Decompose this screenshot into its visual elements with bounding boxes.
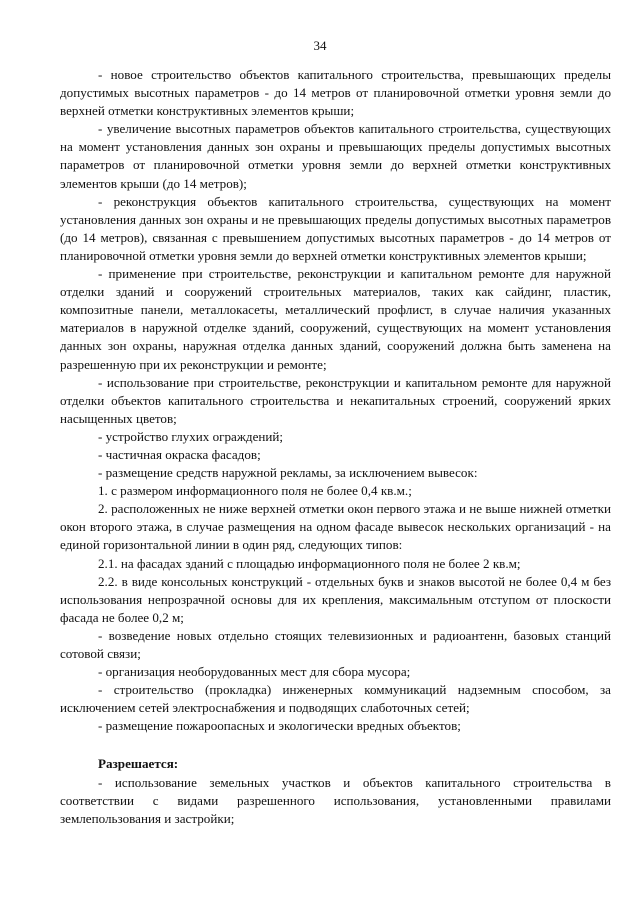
- section-heading-allowed: Разрешается:: [98, 756, 179, 772]
- list-item-2-2: 2.2. в виде консольных конструкций - отдельных букв и знаков высотой не более 0,4 м без использования непрозрачной основы для их крепления, максимальным отступом от плоскости фасада не более 0,2 м;: [60, 573, 611, 625]
- paragraph-permitted-use: - использование земельных участков и объектов капитального строительства в соответствии с видами разрешенного использования, установленными правилами землепользования и застройки;: [60, 774, 611, 826]
- paragraph-finishing-materials: - применение при строительстве, реконструкции и капитальном ремонте для наружной отделки зданий и сооружений строительных материалов, таких как сайдинг, пластик, композитные панели, металлокасеты, металлический профлист, в случае наличия указанных материалов в наружной отделке зданий, сооружений, существующих на момент установления данных зон охраны, наружная отделка данных зданий, сооружений должна быть заменена на разрешенную при их реконструкции и ремонте;: [60, 266, 611, 372]
- document-body: [60, 66, 611, 828]
- list-item-2: 2. расположенных не ниже верхней отметки окон первого этажа и не выше нижней отметки окон второго этажа, в случае размещения на одном фасаде вывесок нескольких организаций - на единой горизонтальной линии в один ряд, следующих типов:: [60, 501, 611, 553]
- paragraph-reconstruction: - реконструкция объектов капитального строительства, существующих на момент установления данных зон охраны и не превышающих пределы допустимых высотных параметров (до 14 метров), связанная с превышением допустимых высотных параметров - до 14 метров от планировочной отметки уровня земли до верхней отметки конструктивных элементов крыши;: [60, 193, 611, 263]
- paragraph-solid-fences: - устройство глухих ограждений;: [98, 428, 284, 444]
- paragraph-antennas: - возведение новых отдельно стоящих телевизионных и радиоантенн, базовых станций сотовой связи;: [60, 627, 611, 661]
- paragraph-height-increase: - увеличение высотных параметров объектов капитального строительства, существующих на момент установления данных зон охраны и превышающих пределы допустимых высотных параметров от планировочной отметки уровня земли до верхней отметки конструктивных элементов крыши (до 14 метров);: [60, 121, 611, 191]
- paragraph-above-ground-utilities: - строительство (прокладка) инженерных коммуникаций надземным способом, за исключением сетей электроснабжения и подводящих слаботочных сетей;: [60, 682, 611, 716]
- paragraph-hazardous-objects: - размещение пожароопасных и экологически вредных объектов;: [98, 718, 461, 734]
- paragraph-new-construction: - новое строительство объектов капитального строительства, превышающих пределы допустимых высотных параметров - до 14 метров от планировочной отметки уровня земли до верхней отметки конструктивных элементов крыши;: [60, 67, 611, 119]
- page-number: 34: [313, 38, 327, 53]
- paragraph-outdoor-advertising: - размещение средств наружной рекламы, за исключением вывесок:: [98, 465, 478, 481]
- paragraph-partial-painting: - частичная окраска фасадов;: [98, 446, 261, 462]
- paragraph-garbage-sites: - организация необорудованных мест для сбора мусора;: [98, 664, 411, 680]
- paragraph-bright-colors: - использование при строительстве, реконструкции и капитальном ремонте для наружной отделки объектов капитального строительства и некапитальных строений, сооружений ярких насыщенных цветов;: [60, 374, 611, 426]
- list-item-1: 1. с размером информационного поля не более 0,4 кв.м.;: [98, 483, 412, 499]
- list-item-2-1: 2.1. на фасадах зданий с площадью информационного поля не более 2 кв.м;: [98, 555, 521, 571]
